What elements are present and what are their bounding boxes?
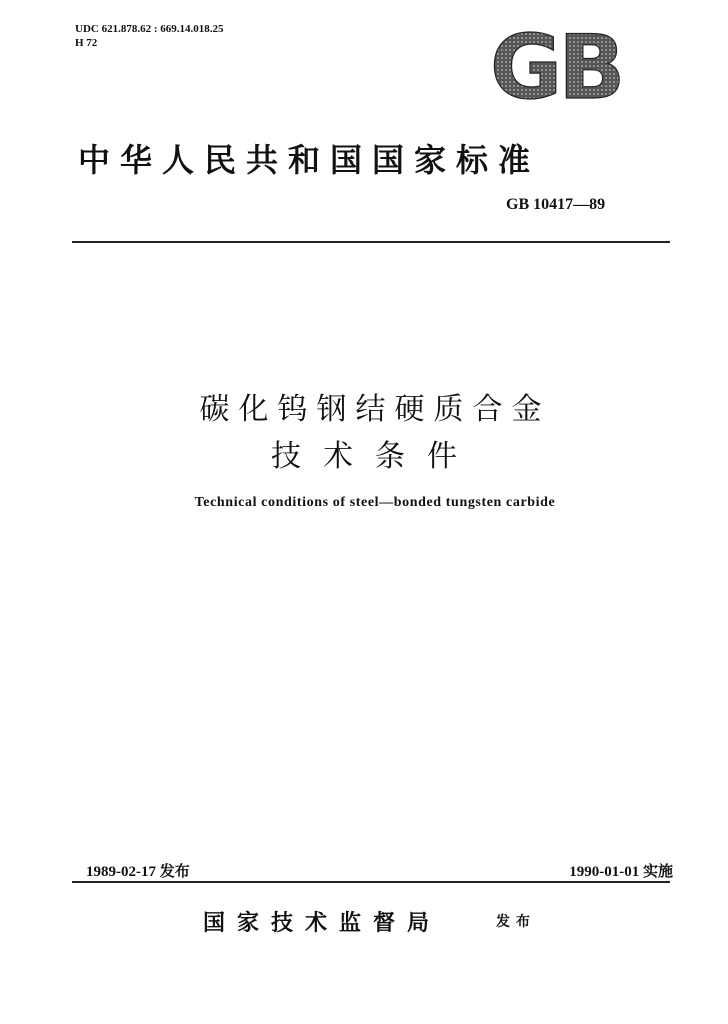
title-chinese-line1: 碳化钨钢结硬质合金: [199, 392, 551, 427]
issuer-suffix: 发布: [496, 914, 536, 930]
top-divider: [72, 241, 670, 243]
issue-date: 1989-02-17 发布: [86, 864, 190, 880]
bottom-divider: [72, 881, 670, 883]
title-english: Technical conditions of steel—bonded tungsten carbide: [194, 495, 556, 510]
issuing-authority: 国家技术监督局: [203, 911, 442, 936]
classification-block: [75, 22, 224, 50]
implementation-date: 1990-01-01 实施: [569, 864, 673, 880]
title-chinese-line2: 技术条件: [271, 439, 479, 474]
udc-code: UDC 621.878.62 : 669.14.018.25: [75, 23, 224, 35]
country-standard-title: 中华人民共和国国家标准: [78, 141, 541, 179]
standard-number: GB 10417—89: [506, 196, 606, 213]
category-code: H 72: [75, 37, 98, 49]
gb-logo: [488, 28, 634, 104]
gb-logo-text: GB: [490, 28, 622, 104]
